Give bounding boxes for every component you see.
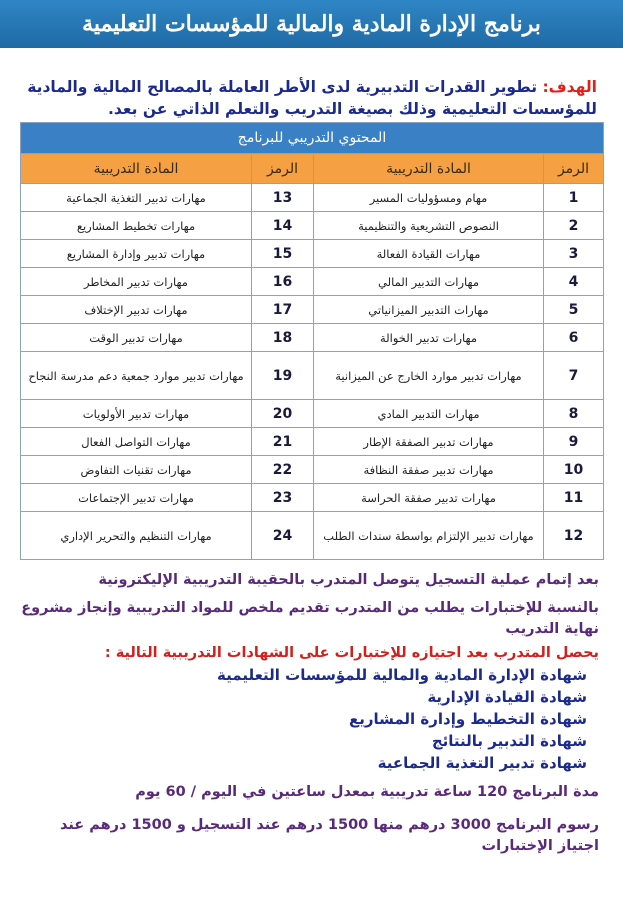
code-cell: 16 xyxy=(252,268,314,296)
code-cell: 9 xyxy=(544,428,604,456)
code-cell: 22 xyxy=(252,456,314,484)
table-title: المحتوي التدريبي للبرنامج xyxy=(21,123,604,154)
code-cell: 10 xyxy=(544,456,604,484)
table-row xyxy=(21,400,604,428)
subject-cell: مهارات تقنيات التفاوض xyxy=(21,456,252,484)
table-row xyxy=(21,428,604,456)
code-cell: 8 xyxy=(544,400,604,428)
code-cell: 24 xyxy=(252,512,314,560)
code-cell: 23 xyxy=(252,484,314,512)
subject-cell: مهام ومسؤوليات المسير xyxy=(314,184,544,212)
code-cell: 6 xyxy=(544,324,604,352)
subject-cell: مهارات التدبير الميزانياتي xyxy=(314,296,544,324)
table-row xyxy=(21,324,604,352)
certificate-item: شهادة تدبير التغذية الجماعية xyxy=(377,754,587,772)
subject-cell: النصوص التشريعية والتنظيمية xyxy=(314,212,544,240)
fees-note: رسوم البرنامج 3000 درهم منها 1500 درهم عند التسجيل و 1500 درهم عند اجتياز الإختبارات xyxy=(59,817,599,854)
subject-cell: مهارات التدبير المادي xyxy=(314,400,544,428)
code-cell: 18 xyxy=(252,324,314,352)
column-header-subject: المادة التدريبية xyxy=(314,154,544,184)
code-cell: 13 xyxy=(252,184,314,212)
subject-cell: مهارات تدبير الصفقة الإطار xyxy=(314,428,544,456)
code-cell: 3 xyxy=(544,240,604,268)
code-cell: 20 xyxy=(252,400,314,428)
table-body xyxy=(21,184,604,560)
certificate-item: شهادة التدبير بالنتائج xyxy=(431,732,587,750)
subject-cell: مهارات تدبير التغذية الجماعية xyxy=(21,184,252,212)
training-content-table xyxy=(20,122,604,560)
code-cell: 4 xyxy=(544,268,604,296)
table-row xyxy=(21,456,604,484)
code-cell: 2 xyxy=(544,212,604,240)
code-cell: 7 xyxy=(544,352,604,400)
code-cell: 14 xyxy=(252,212,314,240)
title-banner xyxy=(0,0,623,48)
subject-cell: مهارات تدبير موارد الخارج عن الميزانية xyxy=(314,352,544,400)
goal-paragraph xyxy=(27,76,597,120)
table-row xyxy=(21,352,604,400)
certificates-intro: يحصل المتدرب بعد اجتيازه للإختبارات على الشهادات التدريبية التالية : xyxy=(104,645,599,661)
goal-text: تطوير القدرات التدبيرية لدى الأطر العاملة بالمصالح المالية والمادية للمؤسسات التعليمية وذلك بصيغة التدريب والتعلم الذاتي عن بعد. xyxy=(27,77,597,118)
code-cell: 17 xyxy=(252,296,314,324)
table-row xyxy=(21,484,604,512)
column-header-code: الرمز xyxy=(544,154,604,184)
notes-section xyxy=(19,570,599,857)
table-header-row xyxy=(21,154,604,184)
subject-cell: مهارات تدبير الوقت xyxy=(21,324,252,352)
subject-cell: مهارات تدبير الإختلاف xyxy=(21,296,252,324)
subject-cell: مهارات تدبير المخاطر xyxy=(21,268,252,296)
subject-cell: مهارات التواصل الفعال xyxy=(21,428,252,456)
subject-cell: مهارات تدبير وإدارة المشاريع xyxy=(21,240,252,268)
subject-cell: مهارات تدبير الأولويات xyxy=(21,400,252,428)
subject-cell: مهارات التدبير المالي xyxy=(314,268,544,296)
certificate-item: شهادة التخطيط وإدارة المشاريع xyxy=(348,710,587,728)
code-cell: 5 xyxy=(544,296,604,324)
subject-cell: مهارات تدبير موارد جمعية دعم مدرسة النجاح xyxy=(21,352,252,400)
code-cell: 15 xyxy=(252,240,314,268)
code-cell: 12 xyxy=(544,512,604,560)
column-header-code: الرمز xyxy=(252,154,314,184)
certificate-item: شهادة الإدارة المادية والمالية للمؤسسات التعليمية xyxy=(217,666,587,684)
table-title-row xyxy=(21,123,604,154)
table-row xyxy=(21,240,604,268)
subject-cell: مهارات تدبير الإلتزام بواسطة سندات الطلب xyxy=(314,512,544,560)
table-row xyxy=(21,184,604,212)
goal-label: الهدف: xyxy=(542,77,597,96)
code-cell: 21 xyxy=(252,428,314,456)
exams-note: بالنسبة للإختبارات يطلب من المتدرب تقديم ملخص للمواد التدريبية وإنجاز مشروع نهاية التدريب xyxy=(21,600,599,637)
subject-cell: مهارات تدبير صفقة الحراسة xyxy=(314,484,544,512)
certificate-item: شهادة القيادة الإدارية xyxy=(427,688,587,706)
registration-note: بعد إتمام عملية التسجيل يتوصل المتدرب بالحقيبة التدريبية الإليكترونية xyxy=(98,572,599,588)
table-row xyxy=(21,268,604,296)
code-cell: 11 xyxy=(544,484,604,512)
subject-cell: مهارات التنظيم والتحرير الإداري xyxy=(21,512,252,560)
subject-cell: مهارات تدبير الإجتماعات xyxy=(21,484,252,512)
page-title: برنامج الإدارة المادية والمالية للمؤسسات التعليمية xyxy=(82,11,541,37)
subject-cell: مهارات القيادة الفعالة xyxy=(314,240,544,268)
table-row xyxy=(21,296,604,324)
table-row xyxy=(21,212,604,240)
duration-note: مدة البرنامج 120 ساعة تدريبية بمعدل ساعتين في اليوم / 60 يوم xyxy=(135,784,599,800)
code-cell: 19 xyxy=(252,352,314,400)
column-header-subject: المادة التدريبية xyxy=(21,154,252,184)
subject-cell: مهارات تخطيط المشاريع xyxy=(21,212,252,240)
code-cell: 1 xyxy=(544,184,604,212)
table-row xyxy=(21,512,604,560)
subject-cell: مهارات تدبير صفقة النظافة xyxy=(314,456,544,484)
subject-cell: مهارات تدبير الخوالة xyxy=(314,324,544,352)
